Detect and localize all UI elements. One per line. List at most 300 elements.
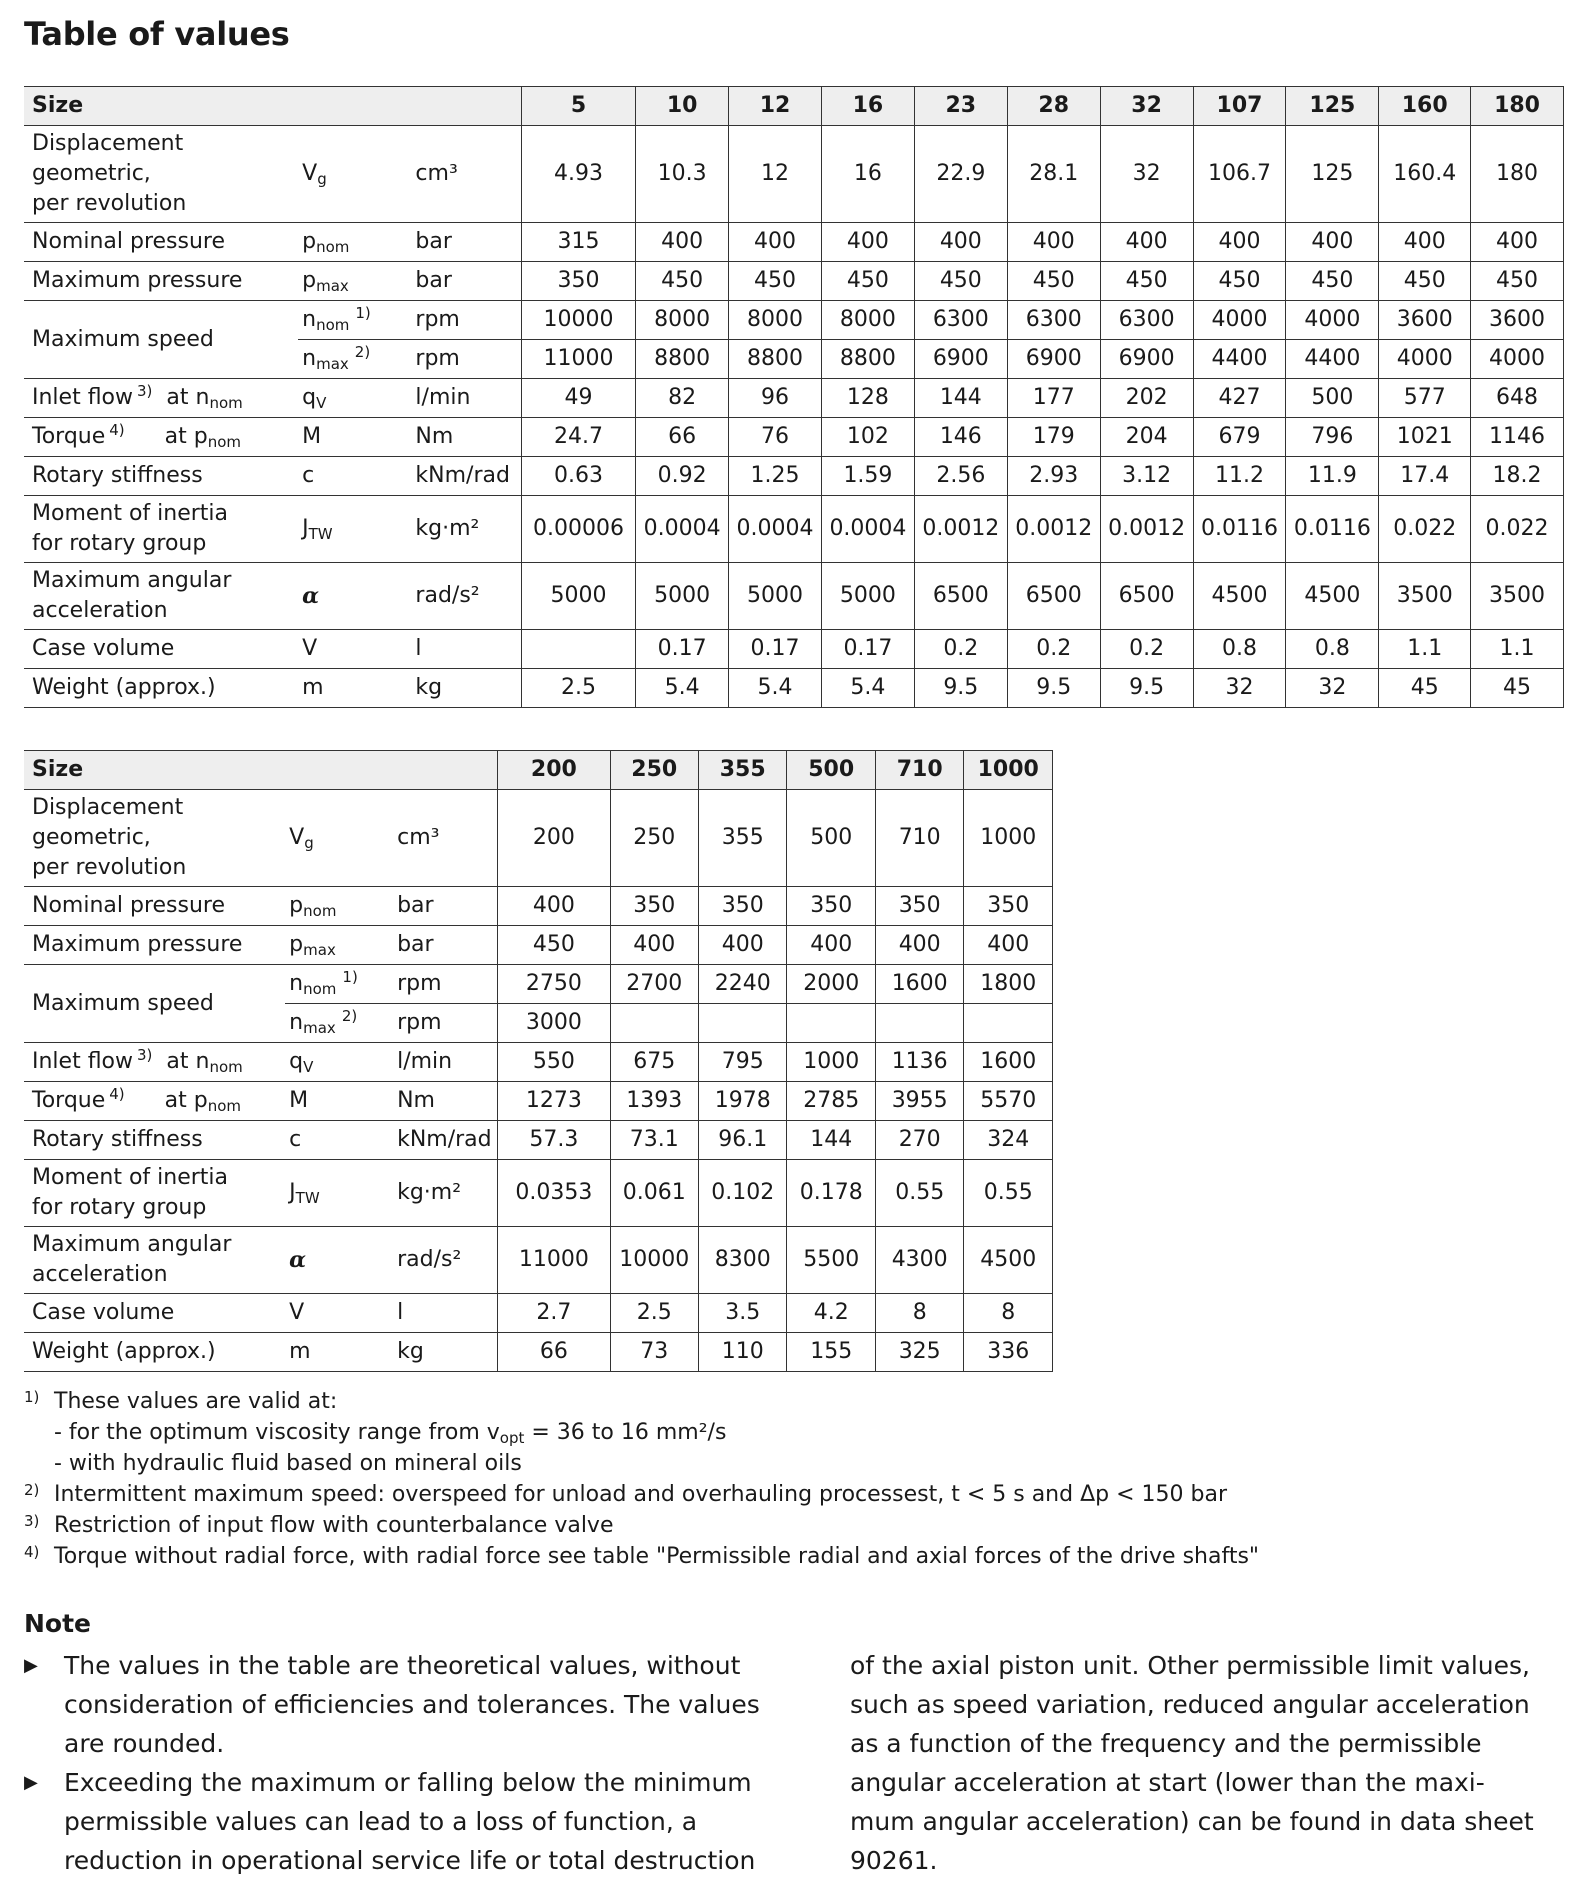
value-cell: 4500 <box>1193 563 1286 630</box>
values-table-1 <box>24 86 1564 708</box>
row-name-text: Weight (approx.) <box>32 675 216 700</box>
note-line: are rounded. <box>64 1729 225 1758</box>
row-symbol <box>285 1227 393 1294</box>
symbol-subscript: g <box>304 834 314 852</box>
value-cell: 1021 <box>1379 418 1471 457</box>
note-bullet-text <box>64 1763 834 1880</box>
table-row-weight <box>24 669 1564 708</box>
row-symbol <box>298 563 411 630</box>
row-name-text: Maximum pressure <box>32 268 243 293</box>
row-symbol <box>298 496 411 563</box>
value-cell: 4400 <box>1286 340 1379 379</box>
value-cell: 679 <box>1193 418 1286 457</box>
table-row-displacement <box>24 126 1564 223</box>
value-cell: 28.1 <box>1007 126 1100 223</box>
value-cell: 73.1 <box>610 1121 698 1160</box>
value-cell: 1273 <box>498 1082 610 1121</box>
value-cell: 6900 <box>1007 340 1100 379</box>
value-cell: 400 <box>821 223 914 262</box>
value-cell: 450 <box>729 262 822 301</box>
value-cell: 6900 <box>1100 340 1193 379</box>
value-cell: 795 <box>698 1043 786 1082</box>
row-name <box>24 563 298 630</box>
footnote-ref: 4) <box>109 421 125 439</box>
row-name <box>24 126 298 223</box>
value-cell: 450 <box>1286 262 1379 301</box>
value-cell: 4500 <box>1286 563 1379 630</box>
size-header-cell: 125 <box>1286 87 1379 126</box>
row-symbol <box>298 262 411 301</box>
value-cell: 4000 <box>1379 340 1471 379</box>
row-name-line: geometric, <box>32 161 151 186</box>
value-cell: 450 <box>498 926 610 965</box>
symbol-text: p <box>289 932 304 957</box>
row-symbol <box>285 926 393 965</box>
size-header-cell: 107 <box>1193 87 1286 126</box>
note-line: mum angular acceleration) can be found in data sheet <box>850 1807 1534 1836</box>
row-symbol <box>298 669 411 708</box>
row-name <box>24 1082 285 1121</box>
value-cell: 1000 <box>787 1043 875 1082</box>
symbol-subscript: nom <box>303 980 337 998</box>
row-name-line: Moment of inertia <box>32 501 229 526</box>
value-cell: 10000 <box>610 1227 698 1294</box>
value-cell: 400 <box>1286 223 1379 262</box>
value-cell: 4400 <box>1193 340 1286 379</box>
value-cell <box>698 1004 786 1043</box>
value-cell: 96.1 <box>698 1121 786 1160</box>
row-name <box>24 1294 285 1333</box>
row-name-text: Inlet flow <box>32 1049 134 1074</box>
value-cell: 500 <box>1286 379 1379 418</box>
footnote-mark: 3) <box>24 1512 40 1530</box>
value-cell: 450 <box>1379 262 1471 301</box>
value-cell: 10.3 <box>636 126 729 223</box>
value-cell: 57.3 <box>498 1121 610 1160</box>
footnote-mark: 1) <box>24 1388 40 1406</box>
size-header-cell: 5 <box>521 87 635 126</box>
value-cell <box>610 1004 698 1043</box>
value-cell: 0.00006 <box>521 496 635 563</box>
value-cell: 204 <box>1100 418 1193 457</box>
footnote-mark: 2) <box>24 1481 40 1499</box>
value-cell: 325 <box>875 1333 963 1372</box>
size-header-cell: 160 <box>1379 87 1471 126</box>
value-cell: 400 <box>610 926 698 965</box>
value-cell: 710 <box>875 790 963 887</box>
size-header-cell: 32 <box>1100 87 1193 126</box>
symbol-subscript: nom <box>316 316 350 334</box>
row-name-line: acceleration <box>32 1262 168 1287</box>
value-cell: 5570 <box>964 1082 1053 1121</box>
value-cell: 6500 <box>1100 563 1193 630</box>
value-cell <box>787 1004 875 1043</box>
value-cell: 2.93 <box>1007 457 1100 496</box>
value-cell: 450 <box>636 262 729 301</box>
value-cell: 0.63 <box>521 457 635 496</box>
value-cell: 0.17 <box>821 630 914 669</box>
value-cell: 0.2 <box>914 630 1007 669</box>
size-header-cell: 28 <box>1007 87 1100 126</box>
symbol-text: p <box>302 229 317 254</box>
row-unit: l/min <box>393 1043 498 1082</box>
value-cell: 400 <box>964 926 1053 965</box>
row-unit: rpm <box>393 965 498 1004</box>
value-cell: 12 <box>729 126 822 223</box>
value-cell: 128 <box>821 379 914 418</box>
footnote-sub-text: = 36 to 16 mm²/s <box>524 1420 727 1445</box>
symbol-text: q <box>302 385 317 410</box>
value-cell: 550 <box>498 1043 610 1082</box>
row-name <box>24 1227 285 1294</box>
symbol-subscript: TW <box>295 1189 320 1207</box>
row-name-condition-sub: nom <box>207 433 242 451</box>
value-cell: 0.061 <box>610 1160 698 1227</box>
note-column-right <box>850 1646 1560 1880</box>
row-name-line: per revolution <box>32 191 187 216</box>
row-unit: rad/s² <box>393 1227 498 1294</box>
footnote-text: These values are valid at: <box>54 1389 338 1414</box>
value-cell <box>964 1004 1053 1043</box>
table-row-maximum-pressure <box>24 926 1053 965</box>
note-line: of the axial piston unit. Other permissible limit values, <box>850 1651 1531 1680</box>
row-symbol <box>298 630 411 669</box>
value-cell: 577 <box>1379 379 1471 418</box>
value-cell: 2000 <box>787 965 875 1004</box>
symbol-subscript: max <box>316 355 349 373</box>
value-cell: 3500 <box>1379 563 1471 630</box>
value-cell: 1978 <box>698 1082 786 1121</box>
table-row-torque <box>24 418 1564 457</box>
value-cell: 3.12 <box>1100 457 1193 496</box>
value-cell: 155 <box>787 1333 875 1372</box>
row-name-text: Case volume <box>32 636 175 661</box>
value-cell: 350 <box>610 887 698 926</box>
value-cell: 6300 <box>1100 301 1193 340</box>
value-cell: 0.0004 <box>729 496 822 563</box>
row-name <box>24 1333 285 1372</box>
symbol-text: V <box>302 636 318 661</box>
value-cell: 1136 <box>875 1043 963 1082</box>
value-cell: 0.102 <box>698 1160 786 1227</box>
row-name <box>24 379 298 418</box>
value-cell: 675 <box>610 1043 698 1082</box>
size-header-cell: 23 <box>914 87 1007 126</box>
footnote-3 <box>24 1510 1564 1541</box>
value-cell: 0.55 <box>875 1160 963 1227</box>
value-cell: 66 <box>636 418 729 457</box>
table-row-inlet-flow <box>24 379 1564 418</box>
row-name <box>24 926 285 965</box>
note-bullet-text <box>64 1646 834 1763</box>
value-cell: 1000 <box>964 790 1053 887</box>
symbol-text: M <box>289 1088 309 1113</box>
row-name <box>24 418 298 457</box>
symbol-text: p <box>289 893 304 918</box>
note-line: reduction in operational service life or total destruction <box>64 1846 756 1875</box>
row-name-line: per revolution <box>32 855 187 880</box>
value-cell: 350 <box>964 887 1053 926</box>
value-cell: 24.7 <box>521 418 635 457</box>
row-unit: cm³ <box>393 790 498 887</box>
symbol-text: n <box>289 971 304 996</box>
value-cell: 3955 <box>875 1082 963 1121</box>
size-header-cell: 200 <box>498 751 610 790</box>
value-cell: 350 <box>787 887 875 926</box>
value-cell <box>875 1004 963 1043</box>
value-cell: 8000 <box>729 301 822 340</box>
size-header-cell: 12 <box>729 87 822 126</box>
row-name-text: Case volume <box>32 1300 175 1325</box>
footnote-1 <box>24 1386 1564 1417</box>
row-name-condition-sub: nom <box>209 394 243 412</box>
value-cell: 2.5 <box>521 669 635 708</box>
size-header-cell: 710 <box>875 751 963 790</box>
value-cell: 18.2 <box>1471 457 1564 496</box>
table-row-speed-nom <box>24 301 1564 340</box>
row-symbol <box>285 1121 393 1160</box>
symbol-text: V <box>289 1300 305 1325</box>
row-name-line: acceleration <box>32 598 168 623</box>
value-cell: 5500 <box>787 1227 875 1294</box>
row-unit: kg·m² <box>411 496 521 563</box>
value-cell: 336 <box>964 1333 1053 1372</box>
value-cell: 5000 <box>521 563 635 630</box>
value-cell: 0.17 <box>729 630 822 669</box>
row-symbol <box>285 1333 393 1372</box>
row-symbol <box>298 126 411 223</box>
value-cell: 400 <box>914 223 1007 262</box>
footnote-4 <box>24 1541 1564 1572</box>
value-cell: 400 <box>1007 223 1100 262</box>
row-name <box>24 457 298 496</box>
footnote-ref: 1) <box>342 968 358 986</box>
symbol-text: n <box>289 1010 304 1035</box>
value-cell: 5000 <box>821 563 914 630</box>
size-header-cell: 355 <box>698 751 786 790</box>
symbol-subscript: max <box>303 1019 336 1037</box>
footnote-ref: 3) <box>137 382 153 400</box>
note-bullet-2 <box>24 1763 834 1880</box>
symbol-text: m <box>302 675 324 700</box>
row-name-condition: at n <box>166 1049 210 1074</box>
row-unit: l/min <box>411 379 521 418</box>
row-symbol <box>298 301 411 340</box>
row-name-condition: at n <box>166 385 210 410</box>
symbol-subscript: TW <box>308 525 333 543</box>
value-cell: 5000 <box>636 563 729 630</box>
value-cell: 4000 <box>1471 340 1564 379</box>
note-line: such as speed variation, reduced angular acceleration <box>850 1690 1530 1719</box>
value-cell: 0.2 <box>1007 630 1100 669</box>
value-cell: 1800 <box>964 965 1053 1004</box>
size-header-cell: 1000 <box>964 751 1053 790</box>
value-cell: 0.8 <box>1193 630 1286 669</box>
value-cell: 76 <box>729 418 822 457</box>
value-cell: 350 <box>521 262 635 301</box>
value-cell: 9.5 <box>1100 669 1193 708</box>
row-unit: Nm <box>411 418 521 457</box>
symbol-text: m <box>289 1339 311 1364</box>
footnote-text: Intermittent maximum speed: overspeed for unload and overhauling processest, t < 5 s and Δp < 150 bar <box>54 1482 1227 1507</box>
table-row-inertia <box>24 496 1564 563</box>
value-cell: 32 <box>1100 126 1193 223</box>
value-cell: 450 <box>1471 262 1564 301</box>
row-unit: rad/s² <box>411 563 521 630</box>
symbol-text: p <box>302 268 317 293</box>
value-cell: 2.56 <box>914 457 1007 496</box>
table-row-displacement <box>24 790 1053 887</box>
symbol-subscript: nom <box>303 902 337 920</box>
note-heading: Note <box>24 1609 92 1638</box>
row-symbol <box>285 965 393 1004</box>
table-row-torque <box>24 1082 1053 1121</box>
value-cell: 1.1 <box>1379 630 1471 669</box>
value-cell: 32 <box>1193 669 1286 708</box>
value-cell: 16 <box>821 126 914 223</box>
page <box>24 14 1564 1880</box>
value-cell: 8800 <box>821 340 914 379</box>
footnote-text: Restriction of input flow with counterbalance valve <box>54 1513 614 1538</box>
value-cell: 11.2 <box>1193 457 1286 496</box>
symbol-text: V <box>289 825 305 850</box>
value-cell: 4000 <box>1193 301 1286 340</box>
value-cell: 1393 <box>610 1082 698 1121</box>
value-cell: 180 <box>1471 126 1564 223</box>
row-symbol <box>285 887 393 926</box>
value-cell: 2700 <box>610 965 698 1004</box>
symbol-text: c <box>302 463 315 488</box>
row-unit: kg <box>393 1333 498 1372</box>
value-cell: 3.5 <box>698 1294 786 1333</box>
row-name <box>24 669 298 708</box>
values-table-2 <box>24 750 1053 1372</box>
row-name <box>24 1121 285 1160</box>
symbol-text: α <box>302 582 320 609</box>
value-cell: 8 <box>964 1294 1053 1333</box>
row-unit: rpm <box>411 301 521 340</box>
symbol-text: M <box>302 424 322 449</box>
value-cell: 350 <box>875 887 963 926</box>
symbol-subscript: nom <box>316 238 350 256</box>
value-cell: 200 <box>498 790 610 887</box>
table-row-inlet-flow <box>24 1043 1053 1082</box>
row-name <box>24 301 298 379</box>
row-name <box>24 1160 285 1227</box>
row-name-text: Nominal pressure <box>32 893 226 918</box>
value-cell: 144 <box>787 1121 875 1160</box>
value-cell: 400 <box>1193 223 1286 262</box>
value-cell: 6500 <box>1007 563 1100 630</box>
value-cell: 73 <box>610 1333 698 1372</box>
value-cell: 11000 <box>521 340 635 379</box>
value-cell: 400 <box>875 926 963 965</box>
value-cell: 10000 <box>521 301 635 340</box>
value-cell: 2750 <box>498 965 610 1004</box>
row-name-line: Moment of inertia <box>32 1165 229 1190</box>
row-name <box>24 496 298 563</box>
value-cell: 0.022 <box>1471 496 1564 563</box>
value-cell: 0.0012 <box>914 496 1007 563</box>
value-cell: 500 <box>787 790 875 887</box>
symbol-text: V <box>302 161 318 186</box>
value-cell: 32 <box>1286 669 1379 708</box>
value-cell: 400 <box>698 926 786 965</box>
table-row-case-volume <box>24 1294 1053 1333</box>
value-cell: 4.2 <box>787 1294 875 1333</box>
value-cell: 324 <box>964 1121 1053 1160</box>
footnote-1-sub-2: - with hydraulic fluid based on mineral oils <box>54 1451 522 1476</box>
value-cell: 648 <box>1471 379 1564 418</box>
value-cell: 9.5 <box>1007 669 1100 708</box>
value-cell: 350 <box>698 887 786 926</box>
footnote-ref: 1) <box>355 304 371 322</box>
value-cell: 106.7 <box>1193 126 1286 223</box>
note-line: 90261. <box>850 1846 938 1875</box>
row-name-condition: at p <box>164 424 208 449</box>
row-symbol <box>285 1082 393 1121</box>
row-name-text: Inlet flow <box>32 385 134 410</box>
note-line: permissible values can lead to a loss of function, a <box>64 1807 698 1836</box>
value-cell: 0.55 <box>964 1160 1053 1227</box>
footnote-text: Torque without radial force, with radial force see table "Permissible radial and axial forces of the drive shafts" <box>54 1544 1260 1569</box>
table-row-case-volume <box>24 630 1564 669</box>
row-unit: bar <box>411 223 521 262</box>
row-unit: kNm/rad <box>393 1121 498 1160</box>
value-cell: 4000 <box>1286 301 1379 340</box>
value-cell: 8800 <box>729 340 822 379</box>
value-cell: 179 <box>1007 418 1100 457</box>
row-name-line: for rotary group <box>32 1195 207 1220</box>
value-cell: 400 <box>787 926 875 965</box>
note-column-left <box>24 1646 834 1880</box>
row-name-text: Maximum pressure <box>32 932 243 957</box>
value-cell: 0.178 <box>787 1160 875 1227</box>
value-cell: 5.4 <box>729 669 822 708</box>
value-cell: 5.4 <box>636 669 729 708</box>
symbol-subscript: g <box>317 170 327 188</box>
value-cell: 110 <box>698 1333 786 1372</box>
value-cell: 4.93 <box>521 126 635 223</box>
row-name-line: Maximum angular <box>32 568 232 593</box>
row-unit: bar <box>393 887 498 926</box>
symbol-text: J <box>289 1180 296 1205</box>
symbol-subscript: V <box>303 1058 314 1076</box>
value-cell: 0.0012 <box>1100 496 1193 563</box>
value-cell: 0.0012 <box>1007 496 1100 563</box>
value-cell: 2.5 <box>610 1294 698 1333</box>
note-line: consideration of efficiencies and tolerances. The values <box>64 1690 760 1719</box>
value-cell: 427 <box>1193 379 1286 418</box>
value-cell: 9.5 <box>914 669 1007 708</box>
note-line: as a function of the frequency and the permissible <box>850 1729 1482 1758</box>
value-cell: 2.7 <box>498 1294 610 1333</box>
symbol-text: c <box>289 1127 302 1152</box>
value-cell: 250 <box>610 790 698 887</box>
row-name-line: Displacement <box>32 131 184 156</box>
footnote-mark: 4) <box>24 1543 40 1561</box>
row-name <box>24 223 298 262</box>
row-unit: Nm <box>393 1082 498 1121</box>
bullet-arrow-icon: ▶ <box>24 1772 38 1793</box>
row-symbol <box>298 379 411 418</box>
value-cell: 125 <box>1286 126 1379 223</box>
value-cell: 0.0004 <box>821 496 914 563</box>
row-symbol <box>298 340 411 379</box>
value-cell: 1600 <box>875 965 963 1004</box>
footnote-ref: 2) <box>354 343 371 361</box>
value-cell <box>521 630 635 669</box>
